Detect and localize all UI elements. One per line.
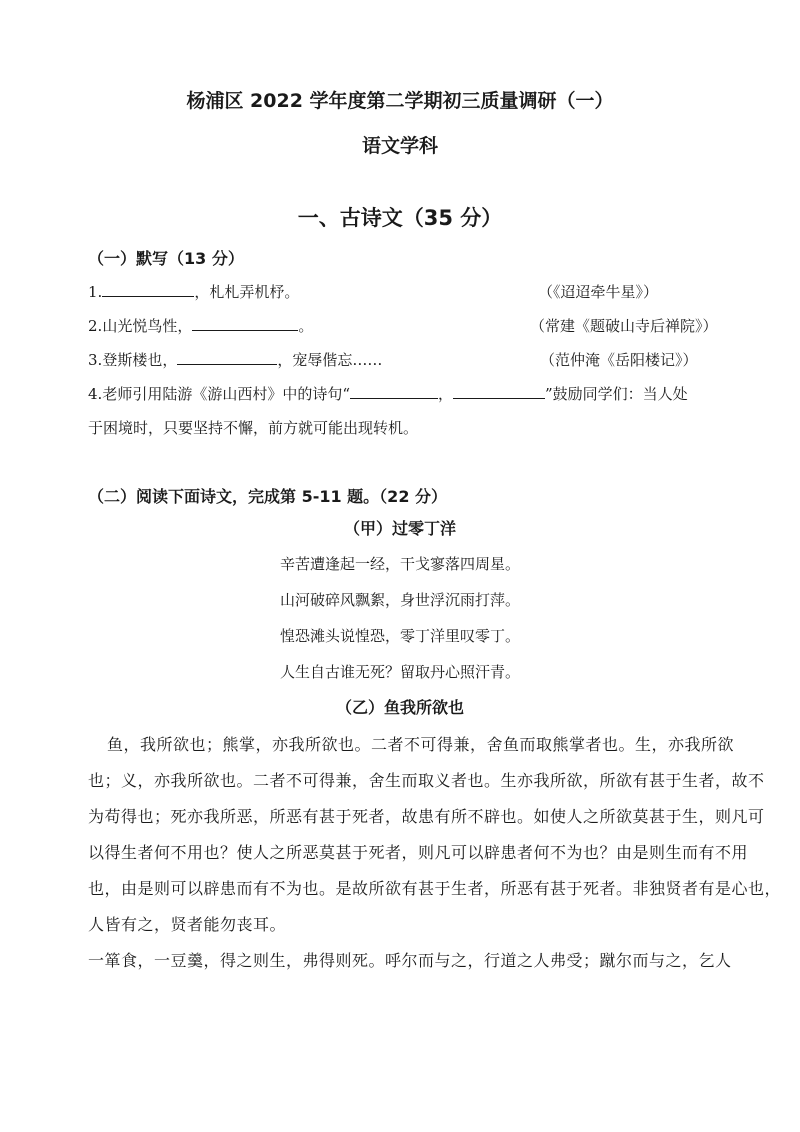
question-4-continued: 于困境时，只要坚持不懈，前方就可能出现转机。 [88, 419, 419, 437]
prose-line: 也；义，亦我所欲也。二者不可得兼，舍生而取义者也。生亦我所欲，所欲有甚于生者，故不 [88, 771, 765, 790]
poem-line: 惶恐滩头说惶恐，零丁洋里叹零丁。 [279, 627, 520, 645]
question-source: （范仲淹《岳阳楼记》） [540, 351, 698, 369]
section-heading: 一、古诗文（35 分） [297, 206, 503, 230]
prose-title: （乙）鱼我所欲也 [335, 698, 464, 717]
prose-line: 为苟得也；死亦我所恶，所恶有甚于死者，故患有所不辟也。如使人之所欲莫甚于生，则凡可 [88, 807, 765, 826]
prose-line: 人皆有之，贤者能勿丧耳。 [88, 915, 287, 934]
answer-blank[interactable] [177, 350, 277, 365]
question-source: （常建《题破山寺后禅院》） [530, 317, 718, 335]
exam-title: 杨浦区 2022 学年度第二学期初三质量调研（一） [186, 90, 614, 112]
question-text: 。 [298, 317, 314, 335]
question-text: 老师引用陆游《游山西村》中的诗句“ [102, 385, 350, 403]
question-number: 1. [88, 283, 103, 301]
question-text: ，札札弄机杼。 [194, 283, 300, 301]
question-number: 4. [88, 385, 103, 403]
poem-line: 辛苦遭逢起一经，干戈寥落四周星。 [279, 555, 520, 573]
question-3 [88, 349, 382, 370]
poem-line: 人生自古谁无死？留取丹心照汗青。 [279, 663, 520, 681]
question-text: ， [437, 385, 453, 403]
part1-heading: （一）默写（13 分） [88, 249, 244, 268]
question-text: ”鼓励同学们：当人处 [545, 385, 688, 403]
answer-blank[interactable] [350, 384, 438, 399]
answer-blank[interactable] [192, 316, 298, 331]
prose-line: 也，由是则可以辟患而有不为也。是故所欲有甚于生者，所恶有甚于死者。非独贤者有是心也， [88, 879, 782, 898]
answer-blank[interactable] [453, 384, 545, 399]
subject-title: 语文学科 [361, 135, 438, 157]
question-2 [88, 315, 313, 336]
question-source: （《迢迢牵牛星》） [538, 283, 659, 301]
poem-line: 山河破碎风飘絮，身世浮沉雨打萍。 [279, 591, 520, 609]
answer-blank[interactable] [102, 282, 194, 297]
question-4 [88, 383, 688, 404]
question-text: ，宠辱偕忘…… [277, 351, 383, 369]
part2-heading: （二）阅读下面诗文，完成第 5-11 题。（22 分） [88, 487, 448, 506]
question-number: 3. [88, 351, 103, 369]
question-number: 2. [88, 317, 103, 335]
prose-line: 以得生者何不用也？使人之所恶莫甚于死者，则凡可以辟患者何不为也？由是则生而有不用 [88, 843, 749, 862]
prose-line: 鱼，我所欲也；熊掌，亦我所欲也。二者不可得兼，舍鱼而取熊掌者也。生，亦我所欲 [107, 735, 735, 754]
question-1 [88, 281, 299, 302]
question-text: 山光悦鸟性， [102, 317, 193, 335]
question-text: 登斯楼也， [102, 351, 178, 369]
prose-line: 一箪食，一豆羹，得之则生，弗得则死。呼尔而与之，行道之人弗受；蹴尔而与之，乞人 [88, 951, 732, 970]
poem-title: （甲）过零丁洋 [343, 519, 456, 538]
